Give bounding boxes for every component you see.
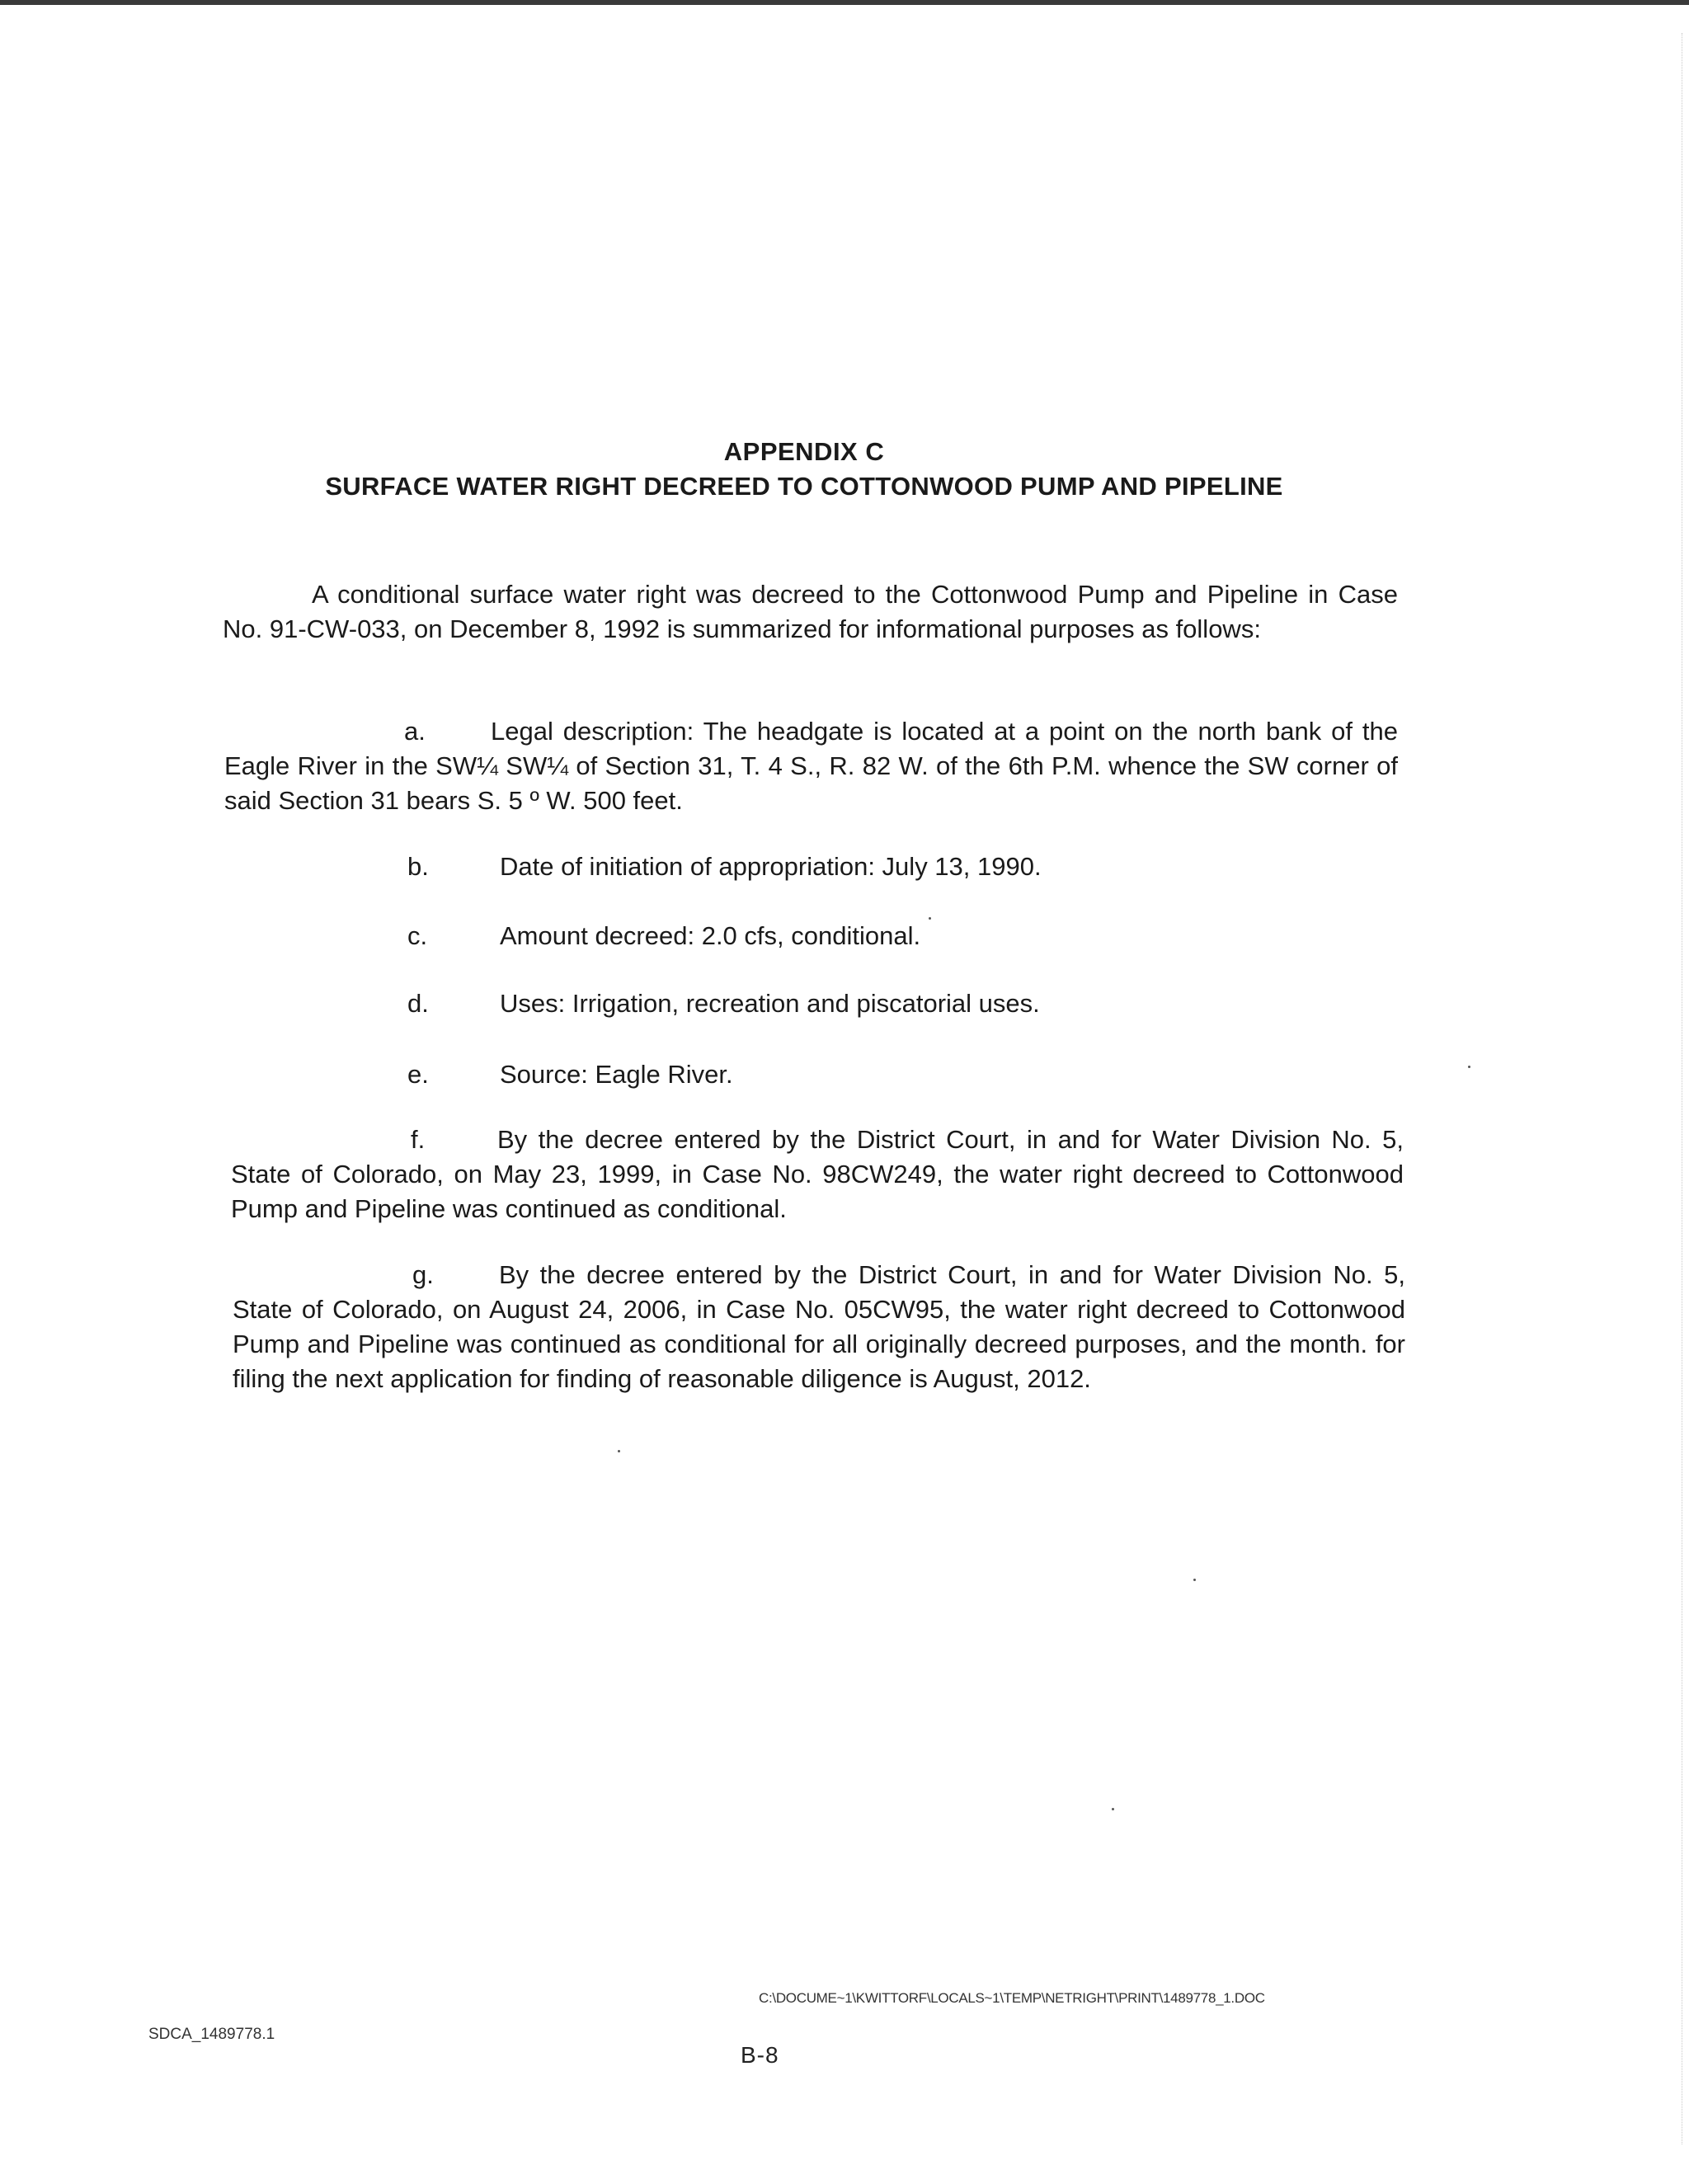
intro-paragraph: A conditional surface water right was decreed to the Cottonwood Pump and Pipeline in Case No. 91-CW-033, on December 8, 1992 is summarized for informational purposes as follows: xyxy=(223,580,1398,643)
footer-file-path: C:\DOCUME~1\KWITTORF\LOCALS~1\TEMP\NETRIGHT\PRINT\1489778_1.DOC xyxy=(759,1990,1265,2006)
page-number: B-8 xyxy=(741,2042,779,2068)
footer-doc-id: SDCA_1489778.1 xyxy=(148,2026,275,2043)
item-text: By the decree entered by the District Court, in and for Water Division No. 5, State of Colorado, on August 24, 2006, in Case No. 05CW95, the water right decreed to Cottonwood Pump and Pipeline was continued as conditional for all originally decreed purposes, and the month. for filing the next application for finding of reasonable diligence is August, 2012. xyxy=(233,1260,1405,1393)
item-letter: b. xyxy=(407,852,429,881)
scan-speck xyxy=(1193,1579,1196,1581)
scan-speck xyxy=(618,1450,620,1452)
item-letter: f. xyxy=(411,1125,426,1154)
scan-speck xyxy=(1468,1066,1470,1068)
item-text: By the decree entered by the District Court, in and for Water Division No. 5, State of Colorado, on May 23, 1999, in Case No. 98CW249, the water right decreed to Cottonwood Pump and Pipeline was continued as conditional. xyxy=(231,1125,1404,1223)
item-text: Source: Eagle River. xyxy=(500,1060,733,1089)
item-letter: e. xyxy=(407,1060,429,1089)
top-border-rule xyxy=(0,0,1689,5)
list-item-f xyxy=(231,1123,1404,1226)
appendix-label: APPENDIX C xyxy=(723,437,885,466)
item-text: Uses: Irrigation, recreation and piscatorial uses. xyxy=(500,989,1040,1018)
list-item-a xyxy=(224,714,1398,818)
item-letter: g. xyxy=(412,1260,434,1289)
item-text: Date of initiation of appropriation: July 13, 1990. xyxy=(500,852,1042,881)
item-text: Legal description: The headgate is located at a point on the north bank of the Eagle River in the SW¼ SW¼ of Section 31, T. 4 S., R. 82 W. of the 6th P.M. whence the SW corner of said Section 31 bears S. 5 º W. 500 feet. xyxy=(224,717,1398,815)
item-letter: c. xyxy=(407,921,428,950)
item-letter: d. xyxy=(407,989,429,1018)
scan-speck xyxy=(1112,1808,1114,1810)
list-item-g xyxy=(233,1258,1405,1396)
scan-speck xyxy=(929,917,931,920)
page-title: SURFACE WATER RIGHT DECREED TO COTTONWOOD PUMP AND PIPELINE xyxy=(325,472,1283,501)
item-text: Amount decreed: 2.0 cfs, conditional. xyxy=(500,921,921,950)
scan-edge-artifact xyxy=(1680,33,1682,2144)
item-letter: a. xyxy=(404,717,426,746)
